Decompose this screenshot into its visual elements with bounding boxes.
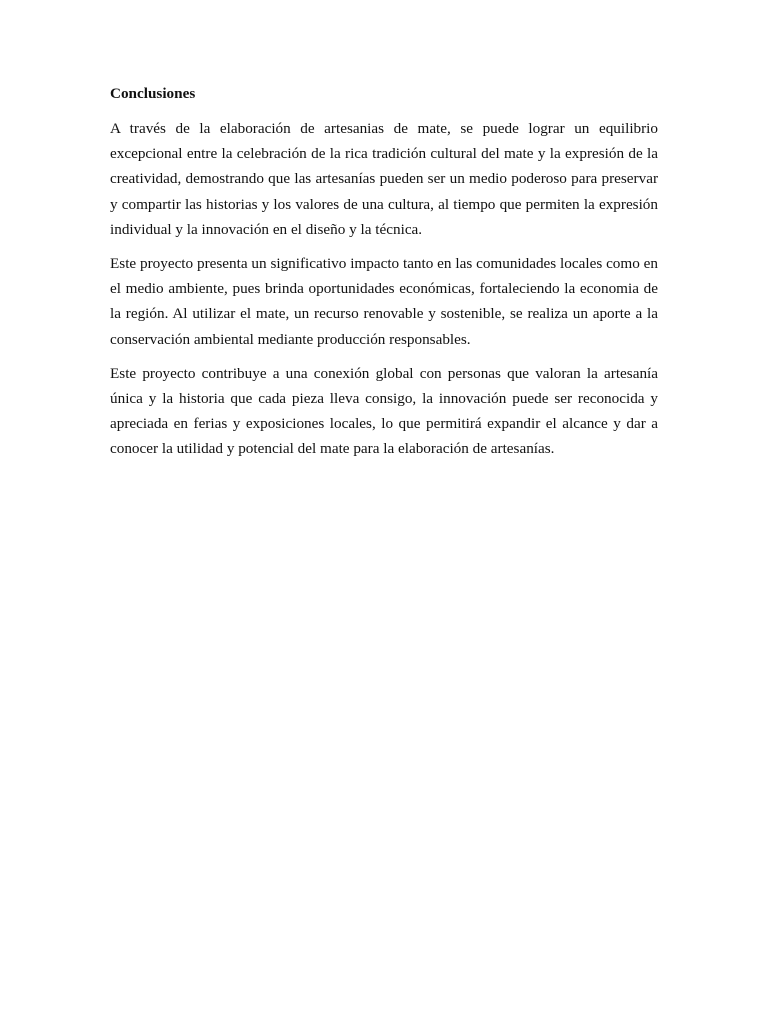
section-heading: Conclusiones — [110, 85, 196, 102]
paragraph-3: Este proyecto contribuye a una conexión global con personas que valoran la artesanía única y la historia que cada pieza lleva consigo, la innovación puede ser reconocida y apreciada en ferias y exposiciones locales, lo que permitirá expandir el alcance y dar a conocer la utilidad y potencial del mate para la elaboración de artesanías. — [110, 364, 658, 458]
paragraph-1: A través de la elaboración de artesanias de mate, se puede lograr un equilibrio excepcional entre la celebración de la rica tradición cultural del mate y la expresión de la creatividad, demostrando que las artesanías pueden ser un medio poderoso para preservar y compartir las historias y los valores de una cultura, al tiempo que permiten la expresión individual y la innovación en el diseño y la técnica. — [110, 120, 658, 238]
paragraph-2: Este proyecto presenta un significativo impacto tanto en las comunidades locales como en el medio ambiente, pues brinda oportunidades económicas, fortaleciendo la economia de la región. Al utilizar el mate, un recurso renovable y sostenible, se realiza un aporte a la conservación ambiental mediante producción responsables. — [110, 255, 658, 348]
document-body — [110, 84, 658, 471]
